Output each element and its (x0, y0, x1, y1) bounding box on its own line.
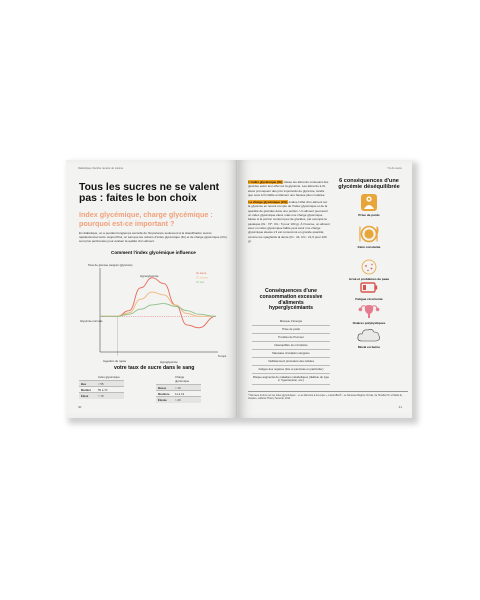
right-page (238, 160, 412, 418)
list-item: Troubles de l'humeur (252, 334, 330, 342)
consequences-list (252, 318, 330, 385)
weight-gain-icon (358, 192, 380, 212)
infographic-title: 6 conséquences d'une glycémie déséquilibrée (338, 178, 400, 191)
page-number-right: 41 (398, 405, 402, 409)
definitions-column (248, 180, 330, 243)
list-item: Mauvaise circulation sanguine (252, 350, 330, 358)
table-title: votre taux de sucre dans le sang (114, 365, 195, 371)
legend-label-1: IG moyen (196, 275, 209, 280)
table-row: Bas < 55 (79, 381, 124, 387)
glycemic-load-table (156, 374, 201, 403)
table-row: Élevé > 70 (79, 393, 124, 399)
table-row: Modérée 11 à 19 (156, 391, 201, 397)
low-battery-icon (358, 280, 380, 296)
section-subtitle: Index glycémique, charge glycémique : pourquoi est-ce important ? (79, 210, 213, 228)
chart-title: Comment l'index glycémique influence (111, 250, 196, 255)
ig-highlight: L'index glycémique (IG) (248, 180, 283, 184)
normal-glycemia-label: Glycémie normale (80, 319, 103, 323)
load-table-header: Charge glycémique (175, 375, 190, 383)
running-head-left: Diabétique cherche recette de cuisine (78, 167, 124, 170)
consequence-weight-gain: Prise de poids (334, 192, 404, 217)
cg-definition: La charge glycémique (CG) évalue l'effet d'un aliment sur la glycémie en tenant compte de l'index glycémique et de la quantité de glucides dans une portion. Un aliment peut avoir un index glycémique élevé mais une charge glycémique basse si la portion contient peu de glucides, par exemple la pastèque (IG : 72*, CG : 5 pour 100 g). À l'inverse, un aliment avec un index glycémique faible peut avoir une charge glycémique élevée s'il est consommé en grande quantité, comme les spaghettis al dente (IG : 44, CG : 21,6 pour 100 g). (248, 200, 330, 243)
table-row: Modéré 55 à 70 (79, 387, 124, 393)
consequence-acne: Acné et problèmes de peau (334, 258, 404, 281)
consequences-list-title: Conséquences d'une consommation excessive d'aliments hyperglycémiants (259, 288, 323, 312)
consequence-pcos: Ovaires polykystiques (334, 302, 404, 325)
consequence-fatigue: Fatigue récurrente (334, 280, 404, 301)
plate-cutlery-icon (358, 224, 380, 244)
y-axis-label: Taux de glucose sanguin (glycémie) (88, 263, 133, 267)
acne-face-icon (358, 258, 380, 276)
cloud-icon (356, 326, 382, 344)
legend-label-0: IG élevé (196, 271, 207, 275)
legend-label-2: IG bas (196, 280, 205, 284)
intro-paragraph: En diabétique, on a pendant longtemps accordé de l'importance seulement à la classification sucres rapides/sucres lents. Aujourd'hui, on sait que les notions d'index glycémique (IG) et de charge glycémique (CG) sont plus pertinentes pour évaluer la qualité d'un aliment. (79, 231, 227, 244)
glycemic-index-table (79, 374, 124, 399)
table-row: Élevée > 20 (156, 397, 201, 403)
list-item: Risque augmenté de maladies métaboliques (diabète de type 2, hypertension, etc.) (252, 374, 330, 385)
consequence-low-mood: Moral en berne (334, 326, 404, 349)
hypoglycemia-label: Hypoglycémie (160, 360, 178, 364)
list-item: Vieillissement prématuré des cellules (252, 358, 330, 366)
list-item: Manque d'énergie (252, 318, 330, 326)
hyperglycemia-label: Hyperglycémie (140, 274, 159, 278)
uterus-icon (357, 302, 381, 320)
list-item: Déséquilibre du microbiote (252, 342, 330, 350)
x-axis-label: Temps (218, 354, 227, 358)
running-head-right: Y'a du sucre (387, 167, 402, 170)
cg-highlight: La charge glycémique (CG) (248, 200, 288, 205)
glycemic-curve-chart (78, 258, 230, 366)
page-number-left: 40 (78, 405, 82, 409)
page-title: Tous les sucres ne se valent pas : faites le bon choix (79, 182, 220, 205)
index-table-header: Index glycémique (98, 375, 120, 379)
footnote: * Données du livre sur les index glycémiques : « Les Aliments à la Loupe », LanoroBox® - Le Nouveau Régime IG bas, de Horellier M. et Marié E., Vespère, éditions Thierry Souccar, 2011. (248, 391, 408, 400)
series-line-2 (100, 304, 216, 317)
list-item: Fatigue des organes (foie et pancréas en particulier) (252, 366, 330, 374)
consequence-constant-hunger: Faim constante (334, 224, 404, 249)
table-row: Basse < 10 (156, 385, 201, 391)
list-item: Prise de poids (252, 326, 330, 334)
ig-definition: L'index glycémique (IG) classe les aliments contenant des glucides selon leur effet sur la glycémie. Les aliments à IG élevé provoquent des pics importants de glycémie, tandis que ceux à IG faible entraînent une hausse plus modérée. (248, 180, 329, 197)
meal-ingestion-label: Ingestion du repas (103, 359, 127, 363)
left-page (66, 160, 238, 418)
